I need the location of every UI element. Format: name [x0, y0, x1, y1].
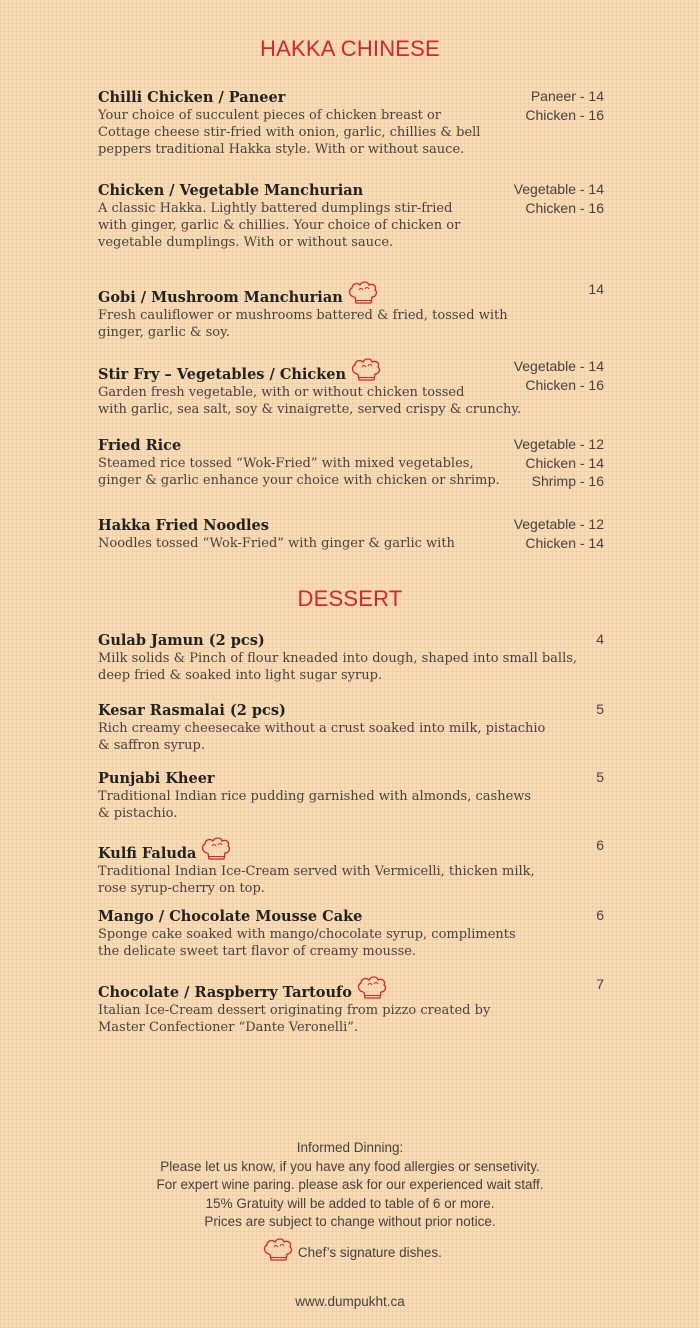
price: 5	[596, 701, 604, 717]
item-prices	[596, 975, 604, 994]
item-desc-line: the delicate sweet tart flavor of creamy mousse.	[98, 944, 417, 959]
price: 14	[588, 281, 604, 297]
item-desc-line: Cottage cheese stir-fried with onion, garlic, chillies & bell	[98, 125, 481, 140]
price: Vegetable - 12	[513, 436, 604, 452]
footer-note: 15% Gratuity will be added to table of 6 or more.	[205, 1195, 495, 1211]
price: Vegetable - 14	[513, 358, 604, 374]
item-prices	[514, 515, 604, 552]
item-desc-line: rose syrup-cherry on top.	[98, 881, 265, 896]
item-prices	[596, 700, 604, 719]
item-desc-line: with ginger, garlic & chillies. Your choice of chicken or	[98, 218, 461, 233]
item-desc-line: with garlic, sea salt, soy & vinaigrette, served crispy & crunchy.	[98, 402, 522, 417]
item-desc-line: Sponge cake soaked with mango/chocolate syrup, compliments	[98, 927, 516, 942]
item-desc-line: Your choice of succulent pieces of chicken breast or	[98, 108, 442, 123]
price: 6	[596, 907, 604, 923]
item-prices	[596, 906, 604, 925]
legend-label: Chef’s signature dishes.	[297, 1245, 442, 1260]
section-title-dessert: DESSERT	[297, 586, 403, 611]
chef-hat-icon	[347, 280, 379, 306]
item-desc-line: Master Confectioner “Dante Veronelli”.	[98, 1020, 359, 1035]
price: 7	[596, 976, 604, 992]
footer-note: Prices are subject to change without prior notice.	[204, 1214, 496, 1229]
price: 5	[596, 769, 604, 785]
item-desc-line: Noodles tossed “Wok-Fried” with ginger & garlic with	[98, 536, 455, 551]
price: Paneer - 14	[530, 88, 604, 104]
price: Vegetable - 14	[513, 181, 604, 197]
price: Chicken - 16	[525, 199, 604, 216]
item-prices	[596, 630, 604, 649]
menu-item-fried-rice	[98, 435, 604, 489]
item-desc-line: ginger & garlic enhance your choice with chicken or shrimp.	[98, 473, 500, 488]
price: Chicken - 16	[525, 106, 604, 123]
item-name: Punjabi Kheer	[98, 770, 215, 787]
menu-item-mousse-cake	[98, 906, 604, 960]
item-name: Chicken / Vegetable Manchurian	[98, 182, 364, 199]
footer-note: For expert wine paring. please ask for our experienced wait staff.	[156, 1177, 544, 1192]
item-prices	[514, 357, 604, 394]
item-desc-line: & pistachio.	[98, 806, 178, 821]
item-desc-line: vegetable dumplings. With or without sauce.	[98, 235, 394, 250]
menu-item-tartoufo	[98, 975, 604, 1036]
footer-note-heading: Informed Dinning:	[296, 1140, 404, 1155]
item-desc-line: Garden fresh vegetable, with or without chicken tossed	[98, 385, 465, 400]
item-name: Fried Rice	[98, 437, 182, 454]
item-desc-line: Milk solids & Pinch of flour kneaded into dough, shaped into small balls,	[98, 651, 578, 666]
item-desc-line: & saffron syrup.	[98, 738, 205, 753]
item-name: Hakka Fried Noodles	[98, 517, 269, 534]
menu-item-chicken-vegetable-manchurian	[98, 180, 604, 251]
item-desc-line: Italian Ice-Cream dessert originating from pizzo created by	[98, 1003, 491, 1018]
item-desc-line: ginger, garlic & soy.	[98, 325, 230, 340]
menu-item-kesar-rasmalai	[98, 700, 604, 754]
chef-hat-icon	[262, 1237, 294, 1263]
item-prices	[525, 87, 604, 124]
chef-hat-icon	[200, 836, 232, 862]
section-title-hakka: HAKKA CHINESE	[260, 36, 440, 61]
item-prices	[514, 180, 604, 217]
item-prices	[596, 768, 604, 787]
item-desc-line: Fresh cauliflower or mushrooms battered & fried, tossed with	[98, 308, 508, 323]
chef-hat-icon	[350, 357, 382, 383]
menu-item-stir-fry	[98, 357, 604, 418]
item-desc-line: Rich creamy cheesecake without a crust soaked into milk, pistachio	[98, 721, 546, 736]
website-url: www.dumpukht.ca	[295, 1294, 405, 1309]
item-desc-line: Steamed rice tossed “Wok-Fried” with mixed vegetables,	[98, 456, 474, 471]
item-name: Kesar Rasmalai (2 pcs)	[98, 702, 286, 719]
menu-item-hakka-fried-noodles	[98, 515, 604, 552]
price: Chicken - 14	[525, 454, 604, 471]
signature-legend	[0, 1237, 700, 1263]
menu-item-punjabi-kheer	[98, 768, 604, 822]
price: 6	[596, 837, 604, 853]
menu-item-kulfi-faluda	[98, 836, 604, 897]
menu-item-chilli-chicken-paneer	[98, 87, 604, 158]
item-prices	[588, 280, 604, 299]
price: Chicken - 16	[525, 376, 604, 393]
price: 4	[596, 631, 604, 647]
menu-item-gobi-mushroom-manchurian	[98, 280, 604, 341]
item-name: Chilli Chicken / Paneer	[98, 89, 286, 106]
item-desc-line: A classic Hakka. Lightly battered dumplings stir-fried	[98, 201, 453, 216]
item-name: Gobi / Mushroom Manchurian	[98, 289, 343, 306]
item-name: Stir Fry – Vegetables / Chicken	[98, 366, 347, 383]
item-prices	[596, 836, 604, 855]
footer-notes	[0, 1139, 700, 1232]
item-name: Kulfi Faluda	[98, 845, 197, 862]
item-prices	[514, 435, 604, 491]
price: Chicken - 14	[525, 534, 604, 551]
item-name: Chocolate / Raspberry Tartoufo	[98, 984, 352, 1001]
item-name: Gulab Jamun (2 pcs)	[98, 632, 265, 649]
price: Shrimp - 16	[531, 473, 604, 489]
item-desc-line: deep fried & soaked into light sugar syrup.	[98, 668, 383, 683]
price: Vegetable - 12	[513, 516, 604, 532]
item-desc-line: Traditional Indian rice pudding garnished with almonds, cashews	[98, 789, 532, 804]
menu-item-gulab-jamun	[98, 630, 604, 684]
chef-hat-icon	[356, 975, 388, 1001]
item-desc-line: Traditional Indian Ice-Cream served with Vermicelli, thicken milk,	[98, 864, 535, 879]
footer-note: Please let us know, if you have any food allergies or sensetivity.	[160, 1158, 540, 1174]
item-name: Mango / Chocolate Mousse Cake	[98, 908, 363, 925]
item-desc-line: peppers traditional Hakka style. With or without sauce.	[98, 142, 465, 157]
